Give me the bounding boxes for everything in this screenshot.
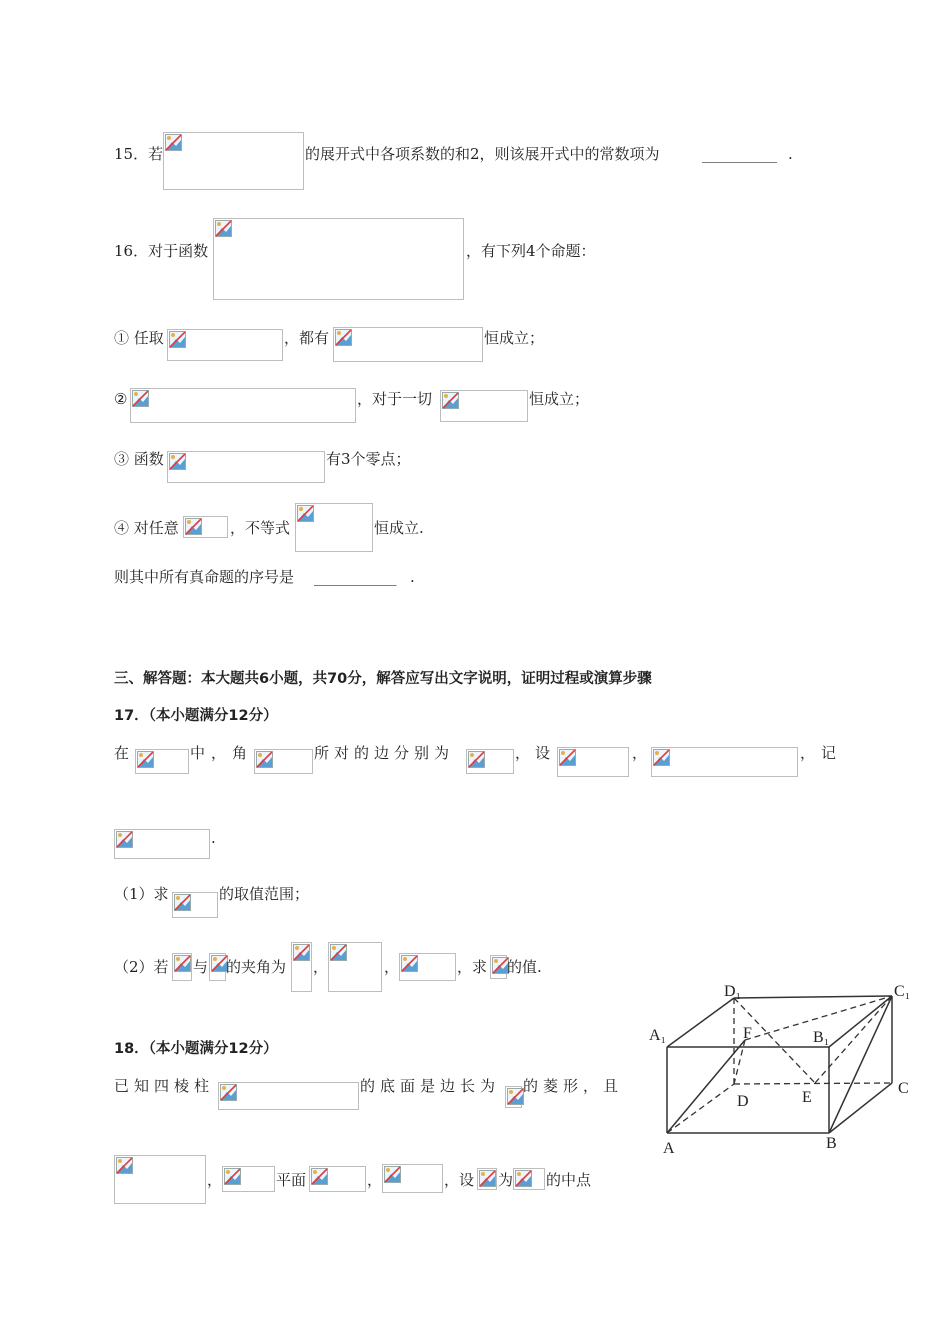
q15-number: 15．若 [114, 145, 164, 163]
formula-image [254, 749, 313, 774]
q17-text: 所对的边分别为 [314, 744, 455, 762]
q18-text: 平面 [276, 1171, 307, 1189]
q17-part2: ， [384, 958, 400, 976]
broken-image-icon [137, 751, 154, 768]
edge-d1a1 [667, 998, 734, 1047]
formula-image [114, 829, 210, 859]
section-heading: 三、解答题：本大题共6小题，共70分，解答应写出文字说明，证明过程或演算步骤 [114, 671, 652, 687]
q18-text: ，设 [444, 1171, 475, 1189]
formula-image [291, 942, 312, 992]
broken-image-icon [169, 331, 186, 348]
broken-image-icon [311, 1168, 328, 1185]
formula-image [167, 451, 325, 483]
q17-text: 在 [114, 744, 130, 762]
edge-b1c1 [829, 996, 892, 1047]
label-f: F [743, 1025, 752, 1042]
broken-image-icon [297, 505, 314, 522]
q16-p2-text: ，对于一切 [357, 390, 433, 408]
broken-image-icon [330, 944, 347, 961]
label-b: B [826, 1135, 837, 1152]
broken-image-icon [116, 831, 133, 848]
broken-image-icon [507, 1088, 524, 1105]
prism-figure [645, 978, 920, 1158]
segment-af [667, 1040, 745, 1133]
label-d1: D₁ [724, 983, 742, 1000]
broken-image-icon [479, 1170, 496, 1187]
q16-p2-tail: 恒成立； [529, 390, 590, 408]
broken-image-icon [653, 749, 670, 766]
formula-image [172, 953, 192, 981]
q17-part2: 的值. [507, 958, 542, 976]
q18-title: 18．（本小题满分12分） [114, 1041, 278, 1057]
broken-image-icon [468, 751, 485, 768]
formula-image [295, 503, 373, 552]
broken-image-icon [335, 329, 352, 346]
broken-image-icon [384, 1166, 401, 1183]
formula-image [130, 388, 356, 423]
q17-part2: ， [313, 958, 329, 976]
formula-image [399, 953, 456, 981]
broken-image-icon [185, 518, 202, 535]
q15-answer-blank[interactable]: __________ [702, 145, 777, 163]
q16-p2-label: ② [114, 390, 128, 408]
formula-image [477, 1168, 497, 1190]
hidden-edge-dc [734, 1083, 892, 1084]
formula-image [651, 747, 798, 777]
formula-image [218, 1082, 359, 1110]
q18-text: 的菱形，且 [523, 1077, 624, 1095]
q16-intro: 16．对于函数 [114, 242, 209, 260]
label-e: E [802, 1089, 812, 1106]
q16-p1-tail: 恒成立； [484, 329, 545, 347]
q15-text: 的展开式中各项系数的和2，则该展开式中的常数项为 [305, 145, 660, 163]
broken-image-icon [293, 944, 310, 961]
q16-p4-text: ，不等式 [230, 519, 291, 537]
q17-text: ，记 [800, 744, 843, 762]
formula-image [209, 953, 226, 981]
q17-part2: （2）若 [114, 958, 169, 976]
q16-p1-label: ① 任取 [114, 329, 164, 347]
formula-image [222, 1166, 275, 1192]
q17-part2: ，求 [457, 958, 488, 976]
q16-answer-blank[interactable]: ___________ [314, 568, 397, 586]
formula-image [440, 390, 528, 422]
edge-bc [829, 1083, 892, 1133]
hidden-edge-ad [667, 1084, 734, 1133]
label-b1: B₁ [813, 1029, 830, 1046]
q17-text: 中，角 [190, 744, 254, 762]
q16-p3-label: ③ 函数 [114, 450, 164, 468]
q15-period: . [788, 145, 793, 163]
formula-image [466, 749, 514, 774]
q17-part2: 与 [193, 958, 209, 976]
broken-image-icon [116, 1157, 133, 1174]
broken-image-icon [132, 390, 149, 407]
q17-text: . [211, 829, 216, 847]
segment-bc1 [829, 996, 892, 1133]
formula-image [172, 892, 218, 918]
broken-image-icon [215, 220, 232, 237]
label-d: D [737, 1093, 749, 1110]
formula-image [114, 1155, 206, 1204]
q16-question: 则其中所有真命题的序号是 [114, 568, 295, 586]
formula-image [167, 329, 283, 361]
q17-title: 17．（本小题满分12分） [114, 708, 278, 724]
q16-intro-tail: ，有下列4个命题： [466, 242, 596, 260]
q18-text: ， [207, 1171, 223, 1189]
broken-image-icon [224, 1168, 241, 1185]
formula-image [490, 955, 507, 979]
formula-image [505, 1086, 522, 1108]
broken-image-icon [165, 134, 182, 151]
q16-p4-label: ④ 对任意 [114, 519, 179, 537]
formula-image [309, 1166, 366, 1192]
q16-p1-text: ，都有 [284, 329, 330, 347]
formula-image [382, 1164, 443, 1193]
q18-text: 的中点 [546, 1171, 592, 1189]
formula-image [333, 327, 483, 362]
broken-image-icon [169, 453, 186, 470]
broken-image-icon [559, 749, 576, 766]
q17-part2: 的夹角为 [226, 958, 287, 976]
q18-text: ， [367, 1171, 383, 1189]
broken-image-icon [515, 1170, 532, 1187]
broken-image-icon [442, 392, 459, 409]
q17-text: ， [632, 744, 648, 762]
broken-image-icon [174, 955, 191, 972]
broken-image-icon [220, 1084, 237, 1101]
label-a1: A₁ [649, 1027, 667, 1044]
q16-period: . [410, 568, 415, 586]
formula-image [135, 749, 189, 774]
q17-text: ，设 [515, 744, 556, 762]
q16-p4-tail: 恒成立. [374, 519, 424, 537]
edge-c1d1 [734, 996, 892, 998]
formula-image [513, 1168, 545, 1190]
broken-image-icon [174, 894, 191, 911]
broken-image-icon [401, 955, 418, 972]
formula-image [183, 516, 228, 538]
label-c1: C₁ [894, 983, 911, 1000]
label-a: A [663, 1140, 675, 1157]
q17-part1: （1）求 [114, 885, 169, 903]
q17-part1: 的取值范围； [219, 885, 310, 903]
q18-text: 的底面是边长为 [360, 1077, 501, 1095]
formula-image [163, 132, 304, 190]
formula-image [328, 942, 382, 992]
formula-image [557, 747, 629, 777]
broken-image-icon [256, 751, 273, 768]
q18-text: 已知四棱柱 [114, 1077, 215, 1095]
label-c: C [898, 1080, 909, 1097]
formula-image [213, 218, 464, 300]
q18-text: 为 [498, 1171, 514, 1189]
q16-p3-tail: 有3个零点； [326, 450, 411, 468]
